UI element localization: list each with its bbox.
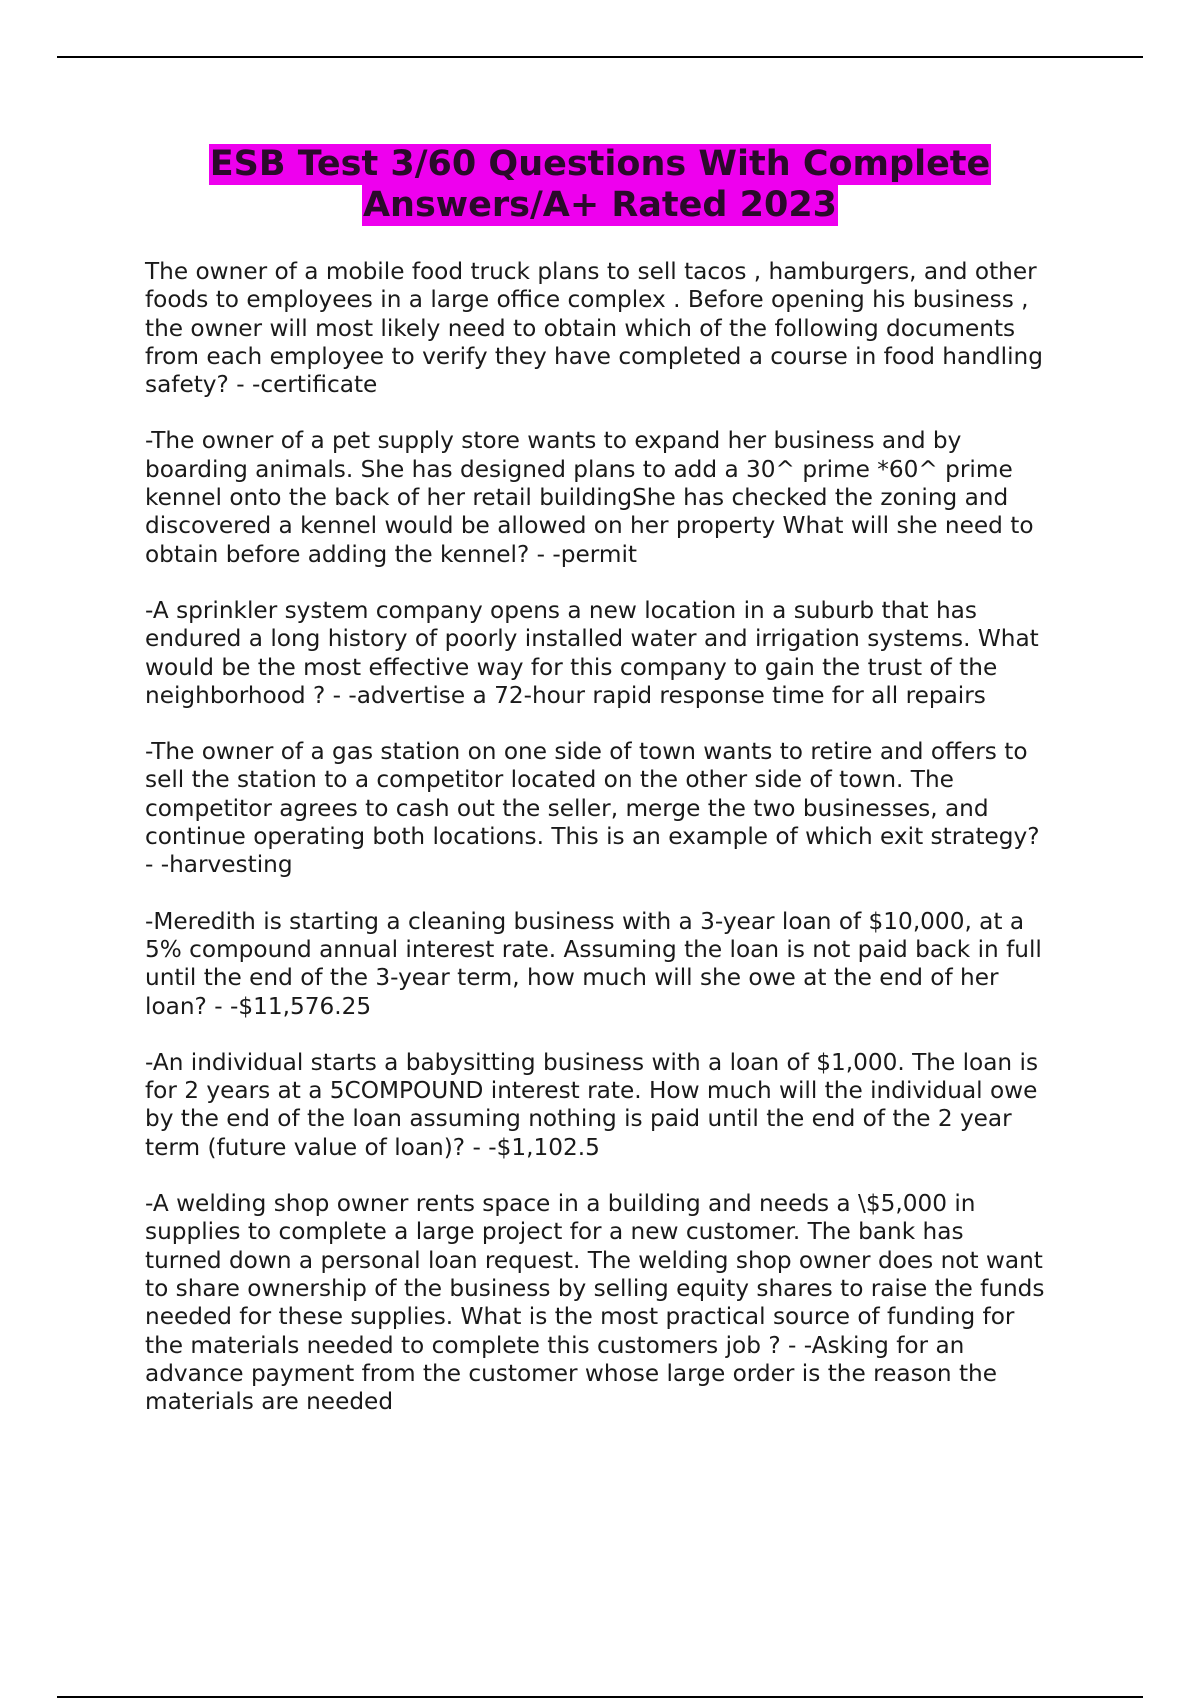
question-entry	[145, 427, 1095, 568]
bottom-rule	[57, 1696, 1143, 1698]
text-line: competitor agrees to cash out the seller, merge the two businesses, and	[145, 794, 989, 822]
text-line: from each employee to verify they have completed a course in food handling	[145, 342, 1043, 370]
question-entry	[145, 258, 1095, 399]
text-line: kennel onto the back of her retail buildingShe has checked the zoning and	[145, 484, 1009, 512]
question-list	[145, 258, 1095, 1444]
text-line: the owner will most likely need to obtain which of the following documents	[145, 314, 1016, 342]
top-rule	[57, 56, 1143, 58]
text-line: term (future value of loan)? - -$1,102.5	[145, 1133, 600, 1161]
text-line: by the end of the loan assuming nothing is paid until the end of the 2 year	[145, 1105, 1012, 1133]
title-line-2: Answers/A+ Rated 2023	[362, 185, 838, 225]
title-line-1: ESB Test 3/60 Questions With Complete	[209, 144, 991, 184]
text-line: obtain before adding the kennel? - -permit	[145, 540, 637, 568]
text-line: the materials needed to complete this customers job ? - -Asking for an	[145, 1331, 965, 1359]
text-line: for 2 years at a 5COMPOUND interest rate. How much will the individual owe	[145, 1077, 1038, 1105]
question-entry	[145, 908, 1095, 1021]
text-line: -The owner of a pet supply store wants to expand her business and by	[145, 427, 962, 455]
text-line: sell the station to a competitor located on the other side of town. The	[145, 766, 954, 794]
text-line: until the end of the 3-year term, how much will she owe at the end of her	[145, 964, 999, 992]
text-line: endured a long history of poorly installed water and irrigation systems. What	[145, 625, 1039, 653]
text-line: loan? - -$11,576.25	[145, 992, 372, 1020]
text-line: 5% compound annual interest rate. Assuming the loan is not paid back in full	[145, 935, 1042, 963]
text-line: materials are needed	[145, 1388, 394, 1416]
text-line: advance payment from the customer whose large order is the reason the	[145, 1359, 998, 1387]
text-line: would be the most effective way for this company to gain the trust of the	[145, 653, 998, 681]
text-line: boarding animals. She has designed plans to add a 30^ prime *60^ prime	[145, 455, 1013, 483]
question-entry	[145, 1190, 1095, 1416]
text-line: - -harvesting	[145, 851, 293, 879]
text-line: discovered a kennel would be allowed on her property What will she need to	[145, 512, 1034, 540]
text-line: supplies to complete a large project for a new customer. The bank has	[145, 1218, 964, 1246]
text-line: safety? - -certificate	[145, 371, 378, 399]
question-entry	[145, 738, 1095, 879]
text-line: turned down a personal loan request. The welding shop owner does not want	[145, 1246, 1043, 1274]
question-entry	[145, 1049, 1095, 1162]
text-line: The owner of a mobile food truck plans to sell tacos , hamburgers, and other	[145, 258, 1037, 285]
text-line: needed for these supplies. What is the most practical source of funding for	[145, 1303, 1015, 1331]
text-line: -Meredith is starting a cleaning business with a 3-year loan of $10,000, at a	[145, 907, 1025, 935]
question-entry	[145, 597, 1095, 710]
text-line: -A welding shop owner rents space in a building and needs a \$5,000 in	[145, 1190, 976, 1218]
text-line: -An individual starts a babysitting business with a loan of $1,000. The loan is	[145, 1048, 1039, 1076]
text-line: continue operating both locations. This is an example of which exit strategy?	[145, 823, 1040, 851]
text-line: to share ownership of the business by selling equity shares to raise the funds	[145, 1274, 1045, 1302]
text-line: foods to employees in a large office complex . Before opening his business ,	[145, 286, 1029, 314]
text-line: -The owner of a gas station on one side of town wants to retire and offers to	[145, 738, 1028, 766]
text-line: neighborhood ? - -advertise a 72-hour rapid response time for all repairs	[145, 681, 986, 709]
text-line: -A sprinkler system company opens a new location in a suburb that has	[145, 596, 977, 624]
page-title	[0, 144, 1200, 226]
